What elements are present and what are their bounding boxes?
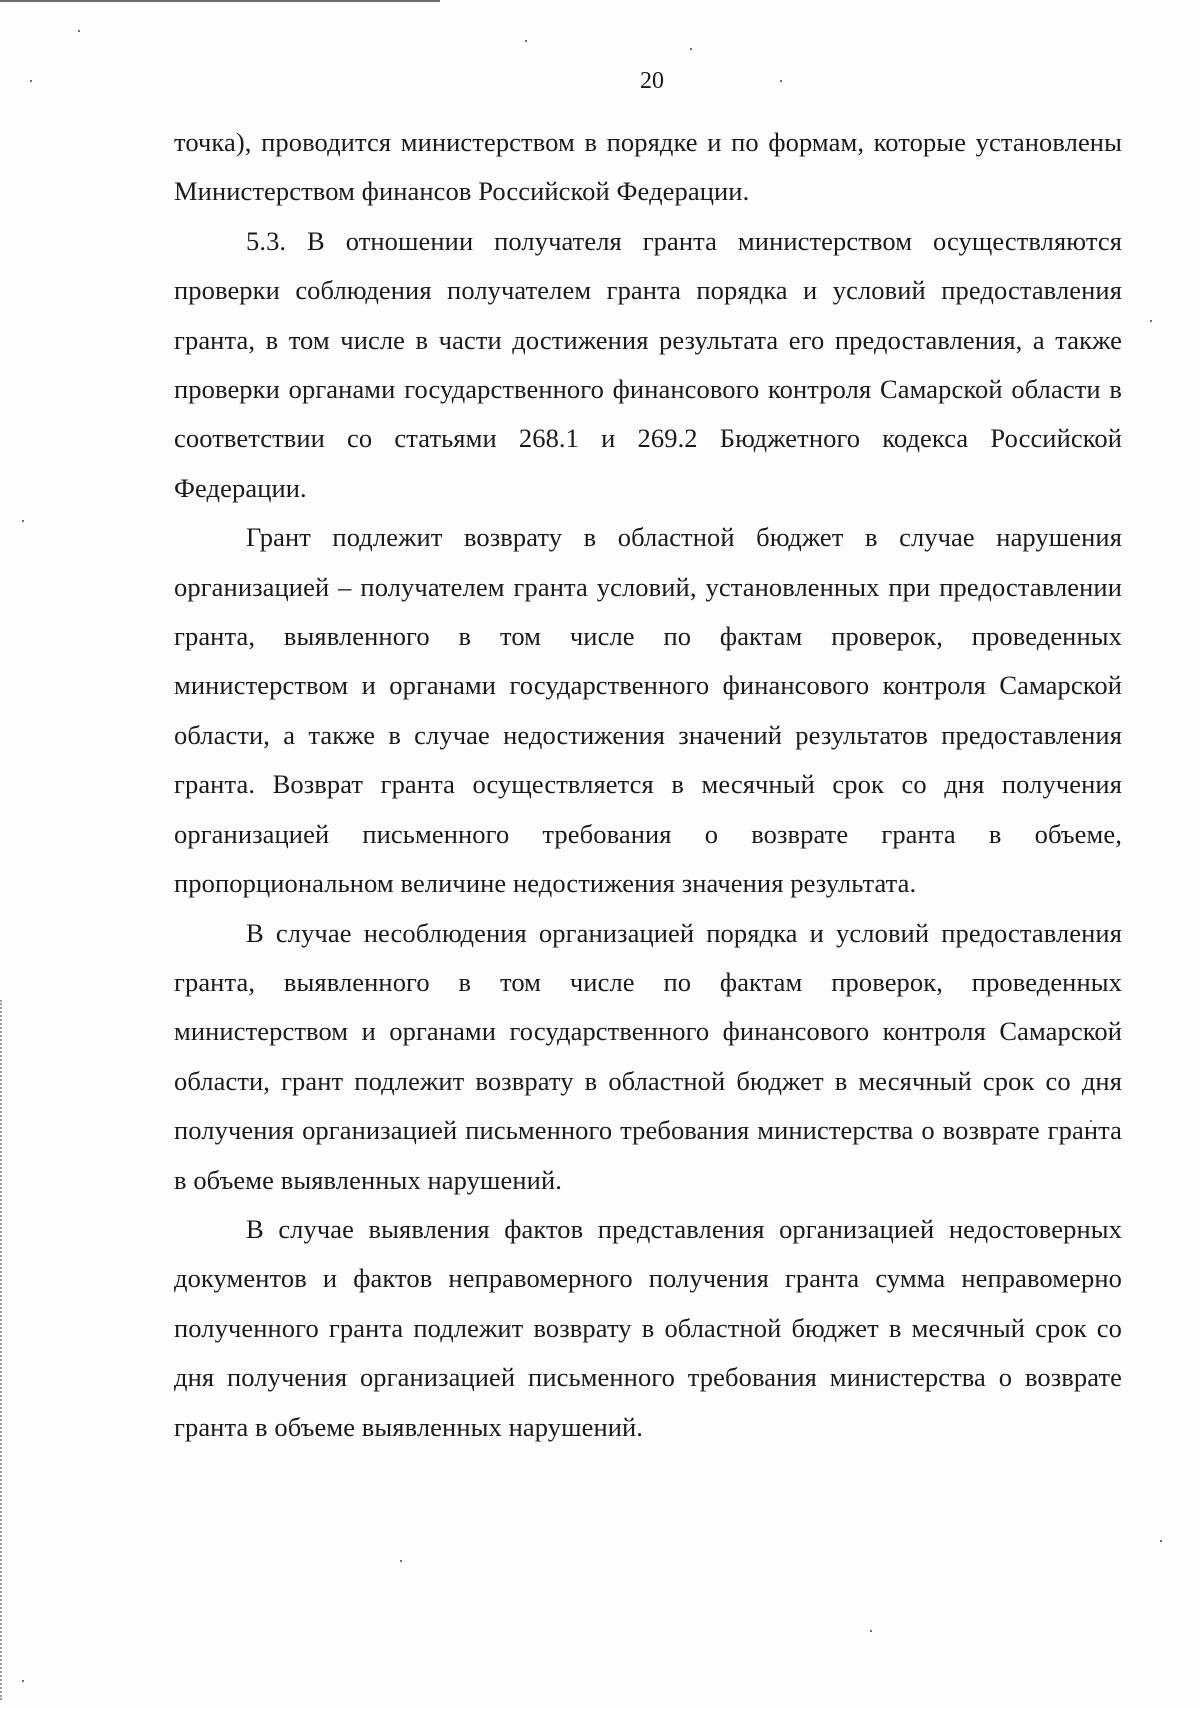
paragraph-noncompliance: В случае несоблюдения организацией порядка и условий предоставления гранта, выявленного в том числе по фактам проверок, проведенных министерством и органами государственного финансового контроля Самарской области, грант подлежит возврату в областной бюджет в месячный срок со дня получения организацией письменного требования министерства о возврате гранта в объеме выявленных нарушений. (174, 917, 1122, 1195)
left-edge-dots (0, 1000, 4, 1700)
top-border-rule (0, 0, 440, 2)
page-number (52, 66, 1200, 96)
paragraph-false-documents: В случае выявления фактов представления организацией недостоверных документов и фактов неправомерного получения гранта сумма неправомерно полученного гранта подлежит возврату в областной бюджет в месячный срок со дня получения организацией письменного требования министерства о возврате гранта в объеме выявленных нарушений. (174, 1213, 1122, 1442)
page-number-text: 20 (640, 68, 664, 94)
document-body (174, 118, 1122, 1452)
paragraph-continuation: точка), проводится министерством в порядке и по формам, которые установлены Министерством финансов Российской Федерации. (174, 127, 1122, 207)
paragraph-grant-return: Грант подлежит возврату в областной бюджет в случае нарушения организацией – получателем гранта условий, установленных при предоставлении гранта, выявленного в том числе по фактам проверок, проведенных министерством и органами государственного финансового контроля Самарской области, а также в случае недостижения значений результатов предоставления гранта. Возврат гранта осуществляется в месячный срок со дня получения организацией письменного требования о возврате гранта в объеме, пропорциональном величине недостижения значения результата. (174, 522, 1122, 899)
paragraph-section-5-3: 5.3. В отношении получателя гранта министерством осуществляются проверки соблюдения получателем гранта порядка и условий предоставления гранта, в том числе в части достижения результата его предоставления, а также проверки органами государственного финансового контроля Самарской области в соответствии со статьями 268.1 и 269.2 Бюджетного кодекса Российской Федерации. (174, 225, 1122, 503)
